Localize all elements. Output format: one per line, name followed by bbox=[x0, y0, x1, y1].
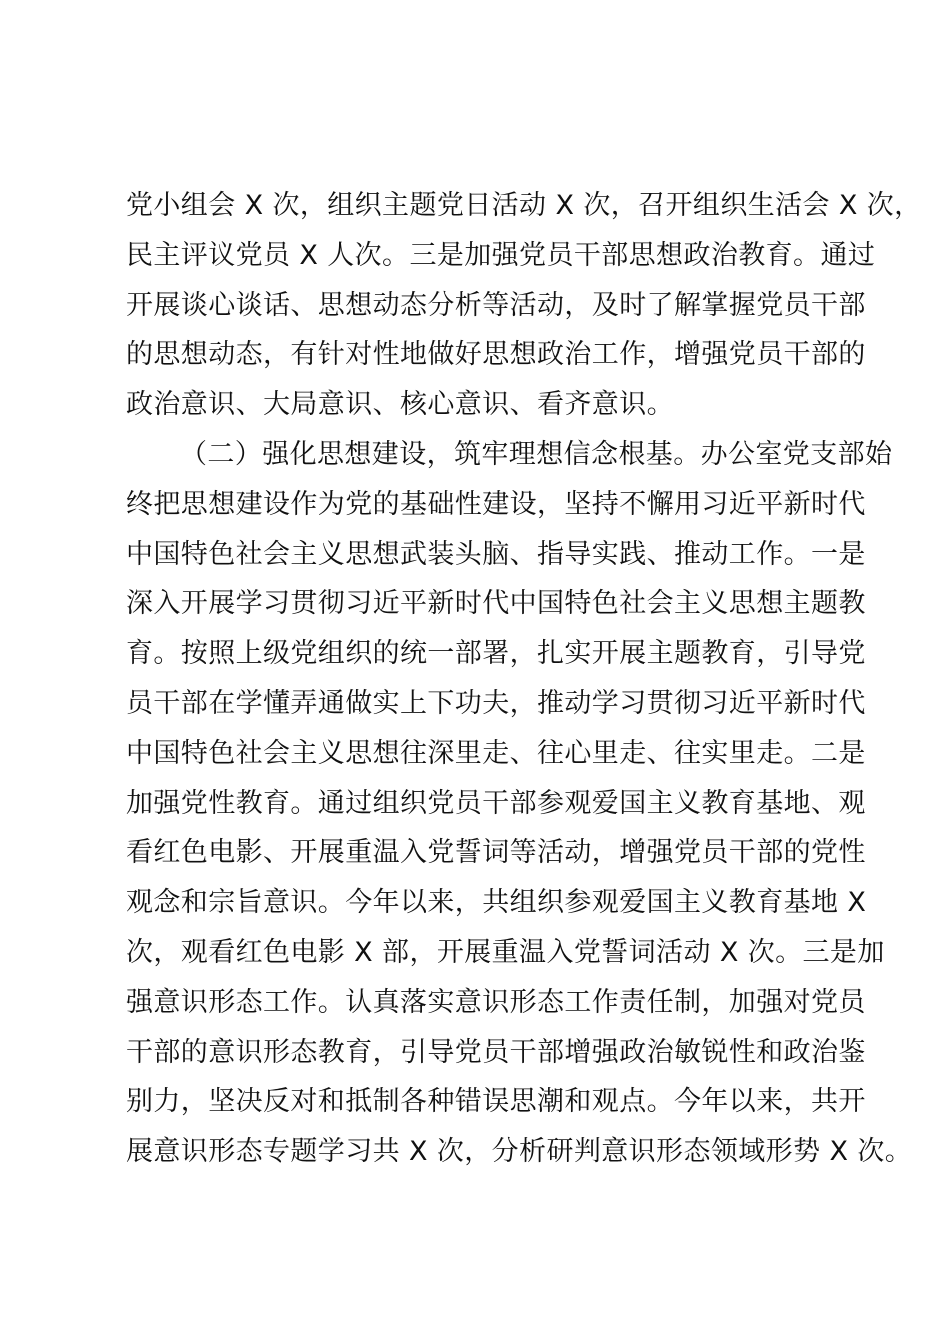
text-line: 观念和宗旨意识。今年以来，共组织参观爱国主义教育基地 X bbox=[126, 887, 867, 919]
text-line: 深入开展学习贯彻习近平新时代中国特色社会主义思想主题教 bbox=[126, 588, 866, 620]
text-line: 开展谈心谈话、思想动态分析等活动，及时了解掌握党员干部 bbox=[126, 289, 866, 321]
text-line: 民主评议党员 X 人次。三是加强党员干部思想政治教育。通过 bbox=[126, 239, 876, 271]
text-line: 加强党性教育。通过组织党员干部参观爱国主义教育基地、观 bbox=[126, 787, 866, 819]
text-line: 中国特色社会主义思想武装头脑、指导实践、推动工作。一是 bbox=[126, 538, 866, 570]
text-line: 的思想动态，有针对性地做好思想政治工作，增强党员干部的 bbox=[126, 339, 866, 371]
section-heading-line: （二）强化思想建设，筑牢理想信念根基。办公室党支部始 bbox=[180, 438, 893, 470]
text-line: 员干部在学懂弄通做实上下功夫，推动学习贯彻习近平新时代 bbox=[126, 687, 866, 719]
text-line: 干部的意识形态教育，引导党员干部增强政治敏锐性和政治鉴 bbox=[126, 1036, 866, 1068]
text-line: 看红色电影、开展重温入党誓词等活动，增强党员干部的党性 bbox=[126, 837, 866, 869]
text-line: 展意识形态专题学习共 X 次，分析研判意识形态领域形势 X 次。 bbox=[126, 1136, 913, 1168]
body-text bbox=[126, 181, 922, 1177]
text-line: 次，观看红色电影 X 部，开展重温入党誓词活动 X 次。三是加 bbox=[126, 936, 885, 968]
text-line: 育。按照上级党组织的统一部署，扎实开展主题教育，引导党 bbox=[126, 638, 866, 670]
text-line: 党小组会 X 次，组织主题党日活动 X 次，召开组织生活会 X 次， bbox=[126, 190, 922, 221]
text-line: 政治意识、大局意识、核心意识、看齐意识。 bbox=[126, 389, 674, 421]
text-line: 中国特色社会主义思想往深里走、往心里走、往实里走。二是 bbox=[126, 737, 866, 769]
text-line: 终把思想建设作为党的基础性建设，坚持不懈用习近平新时代 bbox=[126, 488, 866, 520]
text-line: 强意识形态工作。认真落实意识形态工作责任制，加强对党员 bbox=[126, 986, 866, 1018]
text-line: 别力，坚决反对和抵制各种错误思潮和观点。今年以来，共开 bbox=[126, 1086, 866, 1118]
